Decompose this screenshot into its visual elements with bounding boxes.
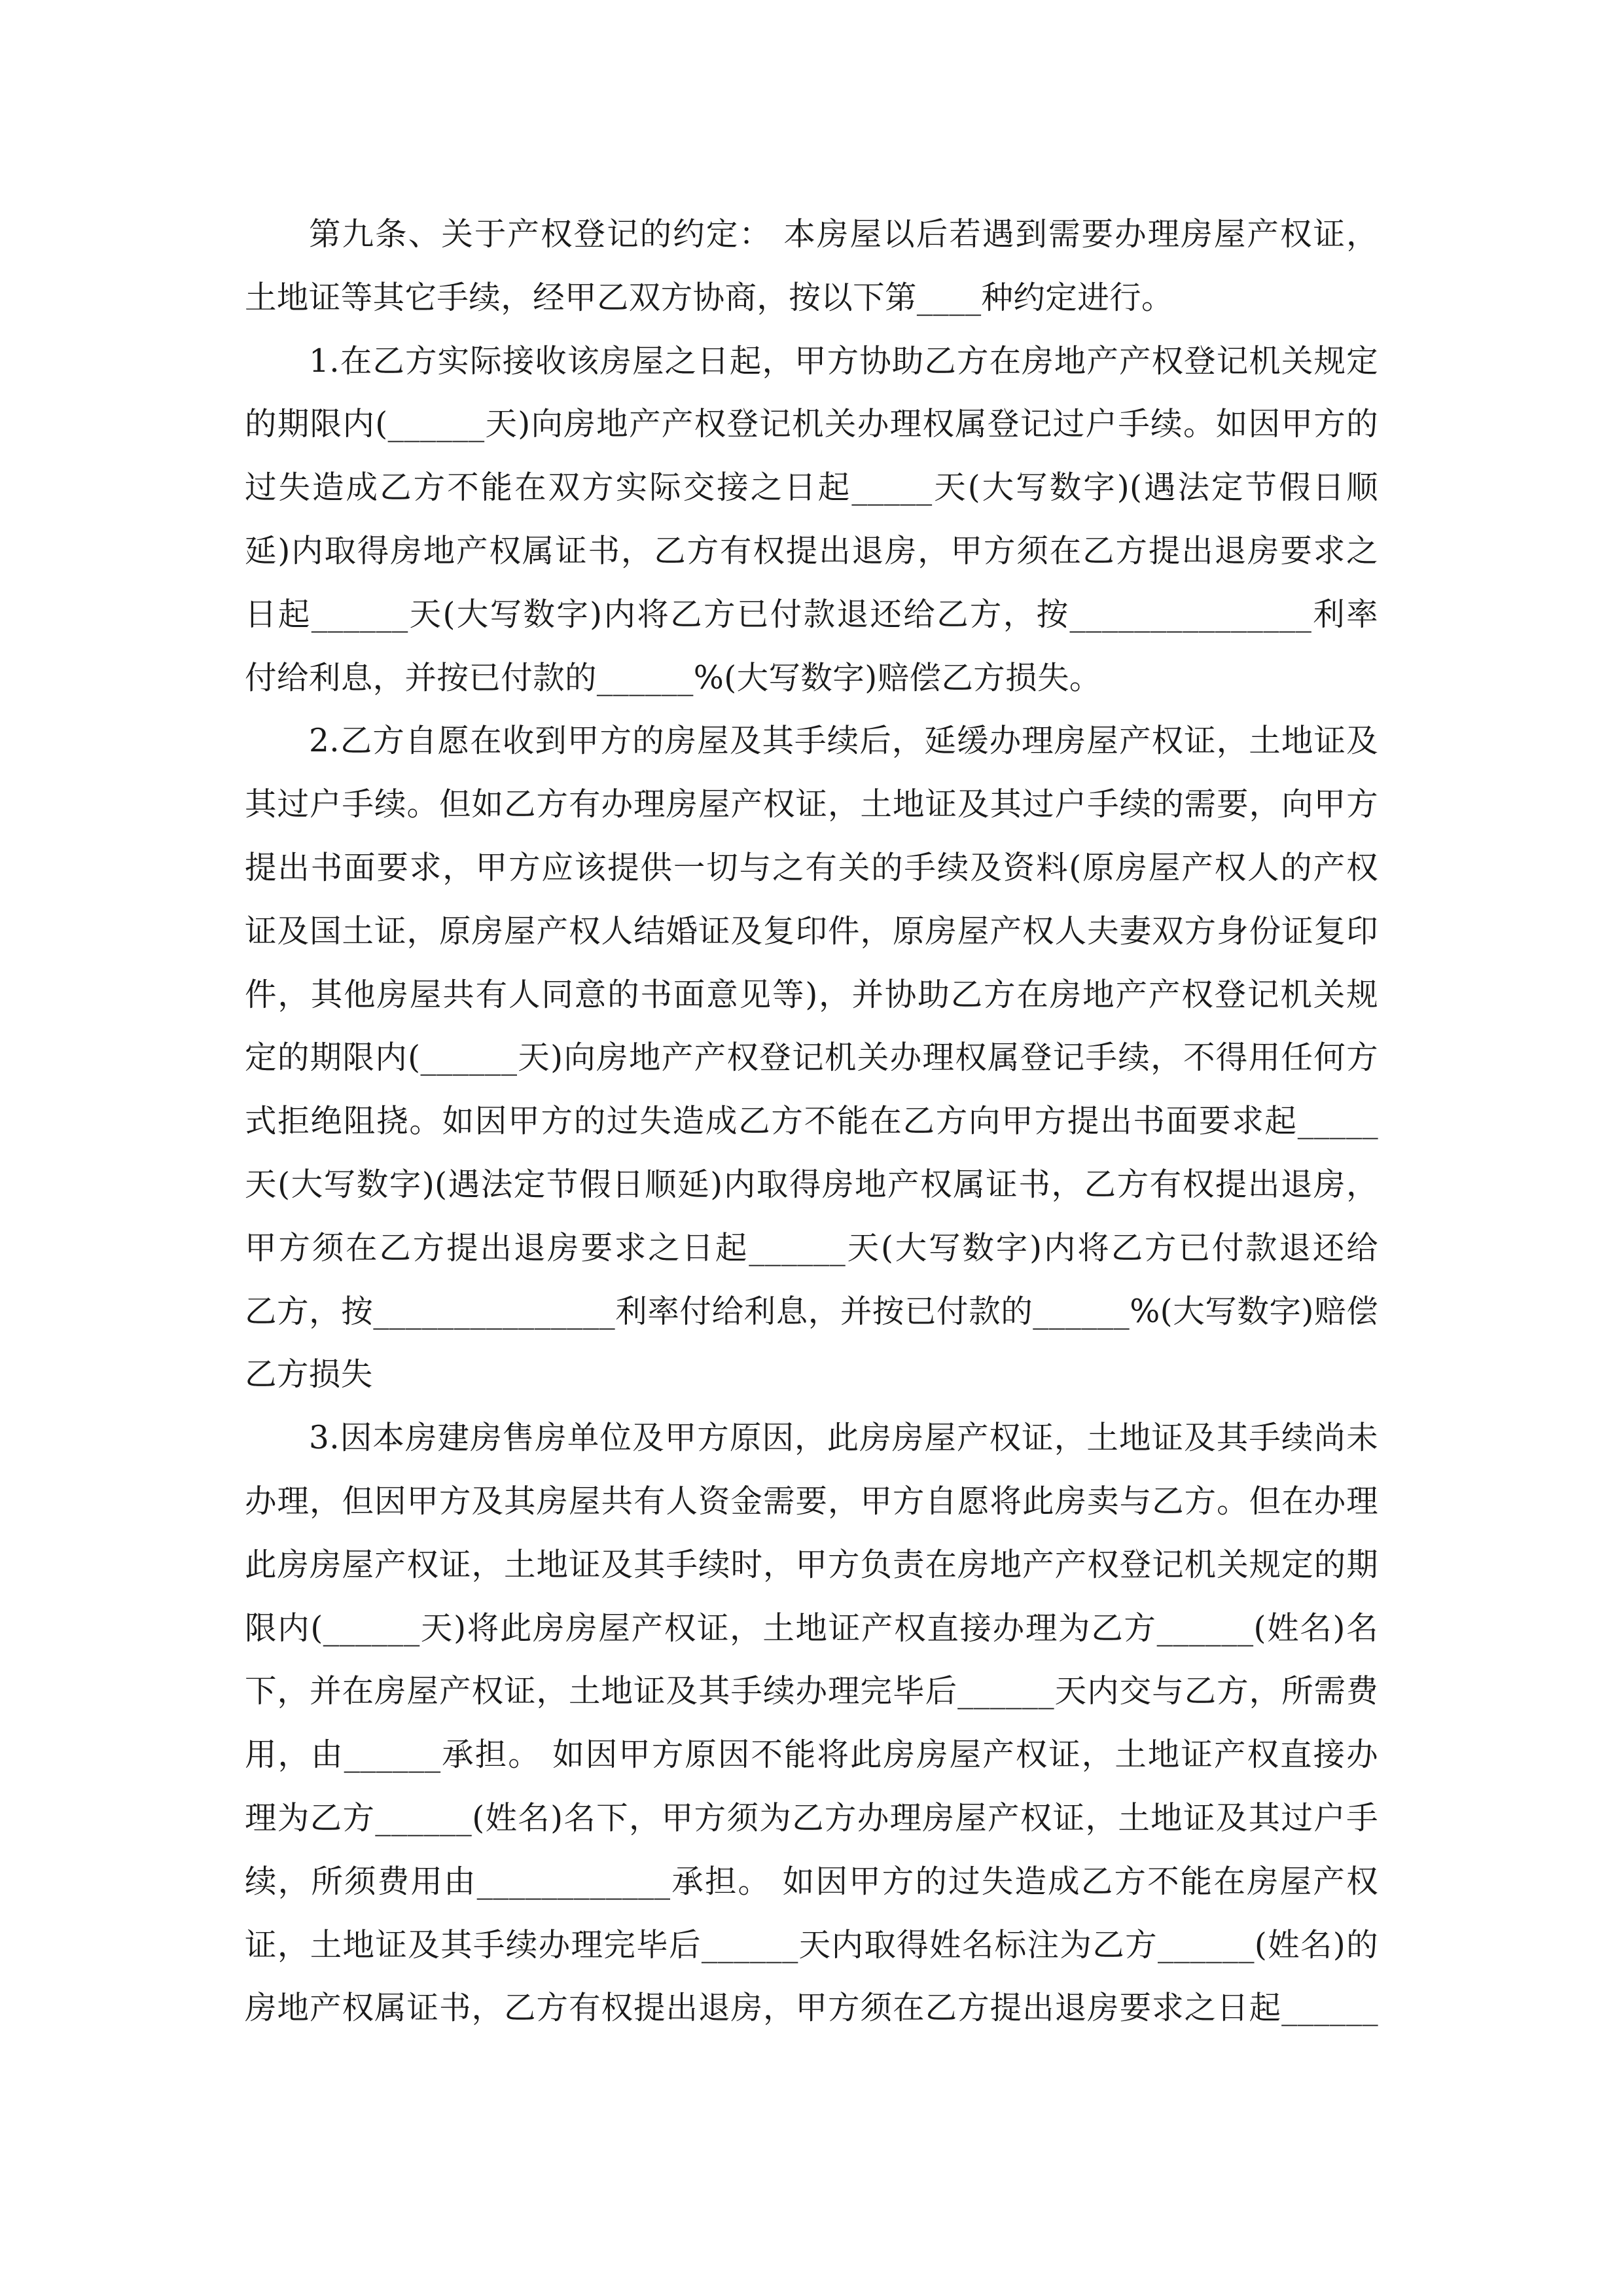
- text-line: 续，所须费用由____________承担。 如因甲方的过失造成乙方不能在房屋产权: [245, 1863, 1378, 1900]
- text-line: 乙方，按_______________利率付给利息，并按已付款的______%(大写数字)赔偿: [245, 1293, 1378, 1330]
- text-line: 此房房屋产权证，土地证及其手续时，甲方负责在房地产产权登记机关规定的期: [245, 1546, 1378, 1583]
- paragraph-first-line: 第九条、关于产权登记的约定： 本房屋以后若遇到需要办理房屋产权证，: [309, 216, 1378, 253]
- text-line: 件，其他房屋共有人同意的书面意见等)，并协助乙方在房地产产权登记机关规: [245, 976, 1378, 1013]
- text-line: 理为乙方______(姓名)名下，甲方须为乙方办理房屋产权证，土地证及其过户手: [245, 1799, 1378, 1837]
- text-line: 证，土地证及其手续办理完毕后______天内取得姓名标注为乙方______(姓名)的: [245, 1926, 1378, 1964]
- paragraph-first-line: 2.乙方自愿在收到甲方的房屋及其手续后，延缓办理房屋产权证，土地证及: [309, 723, 1378, 760]
- text-line: 下，并在房屋产权证，土地证及其手续办理完毕后______天内交与乙方，所需费: [245, 1673, 1378, 1710]
- text-line: 证及国土证，原房屋产权人结婚证及复印件，原房屋产权人夫妻双方身份证复印: [245, 912, 1378, 950]
- text-line: 付给利息，并按已付款的______%(大写数字)赔偿乙方损失。: [245, 659, 1101, 696]
- text-line: 定的期限内(______天)向房地产产权登记机关办理权属登记手续，不得用任何方: [245, 1039, 1378, 1077]
- text-line: 过失造成乙方不能在双方实际交接之日起_____天(大写数字)(遇法定节假日顺: [245, 469, 1378, 507]
- text-line: 房地产权属证书，乙方有权提出退房，甲方须在乙方提出退房要求之日起______: [245, 1990, 1378, 2027]
- paragraph-first-line: 3.因本房建房售房单位及甲方原因，此房房屋产权证，土地证及其手续尚未: [309, 1420, 1378, 1457]
- document-body: [245, 203, 1378, 2040]
- text-line: 延)内取得房地产权属证书，乙方有权提出退房，甲方须在乙方提出退房要求之: [245, 532, 1378, 569]
- text-line: 限内(______天)将此房房屋产权证，土地证产权直接办理为乙方______(姓名)名: [245, 1609, 1378, 1647]
- text-line: 用，由______承担。 如因甲方原因不能将此房房屋产权证，土地证产权直接办: [245, 1736, 1378, 1774]
- text-line: 式拒绝阻挠。如因甲方的过失造成乙方不能在乙方向甲方提出书面要求起_____: [245, 1103, 1378, 1140]
- text-line: 办理，但因甲方及其房屋共有人资金需要，甲方自愿将此房卖与乙方。但在办理: [245, 1482, 1378, 1520]
- text-line: 乙方损失: [245, 1356, 373, 1393]
- text-line: 甲方须在乙方提出退房要求之日起______天(大写数字)内将乙方已付款退还给: [245, 1229, 1378, 1266]
- paragraph-first-line: 1.在乙方实际接收该房屋之日起，甲方协助乙方在房地产产权登记机关规定: [309, 342, 1378, 380]
- text-line: 其过户手续。但如乙方有办理房屋产权证，土地证及其过户手续的需要，向甲方: [245, 786, 1378, 823]
- text-line: 土地证等其它手续，经甲乙双方协商，按以下第____种约定进行。: [245, 279, 1173, 316]
- text-line: 天(大写数字)(遇法定节假日顺延)内取得房地产权属证书，乙方有权提出退房，: [245, 1166, 1378, 1203]
- text-line: 的期限内(______天)向房地产产权登记机关办理权属登记过户手续。如因甲方的: [245, 406, 1378, 443]
- text-line: 提出书面要求，甲方应该提供一切与之有关的手续及资料(原房屋产权人的产权: [245, 849, 1378, 886]
- text-line: 日起______天(大写数字)内将乙方已付款退还给乙方，按_______________利率: [245, 596, 1378, 633]
